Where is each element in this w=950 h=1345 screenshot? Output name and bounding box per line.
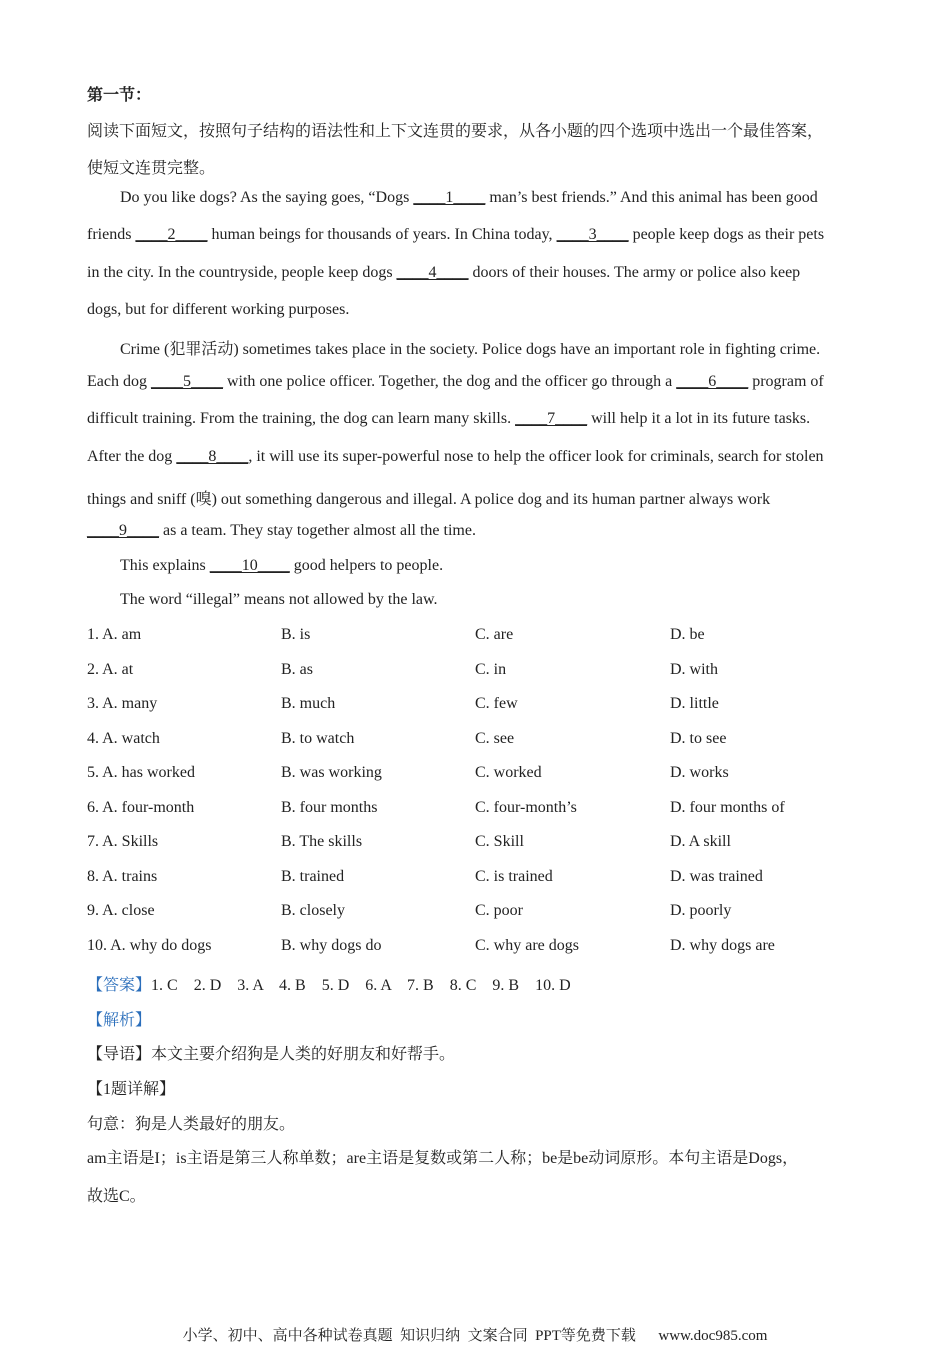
passage-text: good helpers to people. xyxy=(289,557,444,574)
explain-line-1: am主语是I；is主语是第三人称单数；are主语是复数或第二人称；be是be动词原形。本句主语是Dogs， xyxy=(87,1150,799,1167)
question-row xyxy=(87,626,867,648)
passage-line xyxy=(87,410,810,428)
question-row xyxy=(87,868,867,890)
analysis-label: 【解析】 xyxy=(87,1012,152,1029)
option-b: B. is xyxy=(281,626,311,643)
question-row xyxy=(87,695,867,717)
option-b: B. as xyxy=(281,661,313,678)
passage-line: things and sniff (嗅) out something dangerous and illegal. A police dog and its human partner always work xyxy=(87,491,771,508)
option-d: D. be xyxy=(670,626,705,643)
option-b: B. closely xyxy=(281,902,345,919)
option-b: B. The skills xyxy=(281,833,363,850)
option-d: D. was trained xyxy=(670,868,763,885)
option-a: 2. A. at xyxy=(87,661,134,678)
option-b: B. much xyxy=(281,695,336,712)
passage-line xyxy=(87,522,476,540)
option-b: B. four months xyxy=(281,799,378,816)
passage-line xyxy=(120,557,443,575)
passage-text: program of xyxy=(748,373,824,390)
passage-line: The word “illegal” means not allowed by the law. xyxy=(120,591,438,608)
option-d: D. to see xyxy=(670,730,727,747)
option-c: C. why are dogs xyxy=(475,937,579,954)
option-c: C. four-month’s xyxy=(475,799,577,816)
question-row xyxy=(87,902,867,924)
passage-text: with one police officer. Together, the dog and the officer go through a xyxy=(222,373,677,390)
option-a: 5. A. has worked xyxy=(87,764,195,781)
option-c: C. poor xyxy=(475,902,523,919)
question-row xyxy=(87,764,867,786)
passage-text: Do you like dogs? As the saying goes, “Dogs xyxy=(120,189,414,206)
passage-text: Each dog xyxy=(87,373,151,390)
passage-line xyxy=(87,373,824,391)
option-b: B. trained xyxy=(281,868,345,885)
blank-3: ____3____ xyxy=(556,226,629,243)
passage-line xyxy=(87,448,824,466)
passage-text: This explains xyxy=(120,557,210,574)
passage-text: doors of their houses. The army or police also keep xyxy=(468,264,801,281)
blank-10: ____10____ xyxy=(209,557,290,574)
blank-2: ____2____ xyxy=(135,226,208,243)
option-a: 3. A. many xyxy=(87,695,158,712)
passage-line xyxy=(87,264,800,282)
passage-text: difficult training. From the training, the dog can learn many skills. xyxy=(87,410,516,427)
option-c: C. see xyxy=(475,730,515,747)
passage-text: in the city. In the countryside, people keep dogs xyxy=(87,264,397,281)
answer-line xyxy=(87,972,571,995)
passage-line: dogs, but for different working purposes. xyxy=(87,301,350,318)
guide-line: 【导语】本文主要介绍狗是人类的好朋友和好帮手。 xyxy=(87,1046,456,1063)
option-b: B. to watch xyxy=(281,730,355,747)
option-b: B. was working xyxy=(281,764,382,781)
explain-line-2: 故选C。 xyxy=(87,1188,146,1205)
option-d: D. four months of xyxy=(670,799,785,816)
option-a: 1. A. am xyxy=(87,626,142,643)
option-d: D. poorly xyxy=(670,902,732,919)
option-c: C. few xyxy=(475,695,518,712)
detail-title: 【1题详解】 xyxy=(87,1081,176,1098)
passage-line xyxy=(120,189,818,207)
passage-text: man’s best friends.” And this animal has been good xyxy=(485,189,818,206)
option-d: D. A skill xyxy=(670,833,731,850)
option-a: 7. A. Skills xyxy=(87,833,159,850)
option-d: D. why dogs are xyxy=(670,937,775,954)
option-c: C. Skill xyxy=(475,833,524,850)
option-c: C. are xyxy=(475,626,514,643)
question-row xyxy=(87,833,867,855)
passage-line xyxy=(87,226,824,244)
passage-line: Crime (犯罪活动) sometimes takes place in the society. Police dogs have an important role in fighting crime. xyxy=(120,341,821,358)
page-footer: 小学、初中、高中各种试卷真题 知识归纳 文案合同 PPT等免费下载 www.doc985.com xyxy=(182,1328,768,1344)
answer-label: 【答案】 xyxy=(87,977,152,994)
option-c: C. in xyxy=(475,661,507,678)
option-a: 9. A. close xyxy=(87,902,155,919)
question-row xyxy=(87,730,867,752)
passage-text: human beings for thousands of years. In China today, xyxy=(207,226,557,243)
instruction-line-2: 使短文连贯完整。 xyxy=(87,160,216,177)
meaning-line: 句意：狗是人类最好的朋友。 xyxy=(87,1116,296,1133)
option-a: 6. A. four-month xyxy=(87,799,195,816)
passage-text: friends xyxy=(87,226,136,243)
section-title: 第一节： xyxy=(87,87,152,104)
question-row xyxy=(87,799,867,821)
blank-5: ____5____ xyxy=(150,373,223,390)
option-b: B. why dogs do xyxy=(281,937,382,954)
option-a: 10. A. why do dogs xyxy=(87,937,212,954)
instruction-line-1: 阅读下面短文，按照句子结构的语法性和上下文连贯的要求，从各小题的四个选项中选出一个最佳答案， xyxy=(87,123,824,140)
option-c: C. worked xyxy=(475,764,542,781)
blank-8: ____8____ xyxy=(176,448,249,465)
option-d: D. little xyxy=(670,695,719,712)
passage-text: After the dog xyxy=(87,448,177,465)
passage-text: will help it a lot in its future tasks. xyxy=(587,410,811,427)
option-d: D. works xyxy=(670,764,729,781)
passage-text: as a team. They stay together almost all the time. xyxy=(159,522,476,539)
option-c: C. is trained xyxy=(475,868,553,885)
answer-text: 1. C 2. D 3. A 4. B 5. D 6. A 7. B 8. C 9. B 10. D xyxy=(151,977,571,994)
option-a: 8. A. trains xyxy=(87,868,158,885)
passage-text: , it will use its super-powerful nose to help the officer look for criminals, search for stolen xyxy=(248,448,824,465)
option-a: 4. A. watch xyxy=(87,730,160,747)
passage-text: people keep dogs as their pets xyxy=(628,226,825,243)
option-d: D. with xyxy=(670,661,718,678)
blank-7: ____7____ xyxy=(515,410,588,427)
blank-6: ____6____ xyxy=(676,373,749,390)
blank-1: ____1____ xyxy=(413,189,486,206)
question-row xyxy=(87,937,867,959)
blank-4: ____4____ xyxy=(396,264,469,281)
question-row xyxy=(87,661,867,683)
blank-9: ____9____ xyxy=(87,522,159,539)
